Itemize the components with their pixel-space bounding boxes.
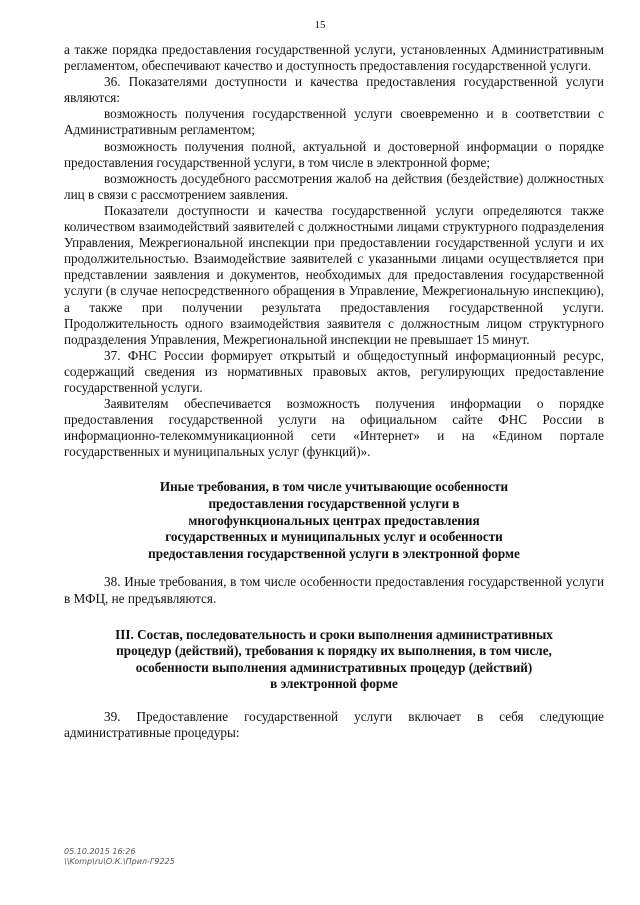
paragraph-37-info: Заявителям обеспечивается возможность получения информации о порядке предоставления государственной услуги на официальном сайте ФНС России в информационно-телекоммуникационной сети «Интернет» и на «Едином портале государственных и муниципальных услуг (функций)». [64,396,604,460]
heading-mfc-line: государственных и муниципальных услуг и особенности [165,529,503,545]
document-body [64,42,604,741]
heading-mfc-requirements [64,479,604,562]
heading-section-3-line: в электронной форме [270,676,398,692]
heading-mfc-line: Иные требования, в том числе учитывающие особенности [159,479,509,495]
heading-section-3-line: III. Состав, последовательность и сроки выполнения административных [115,626,553,642]
paragraph-39: 39. Предоставление государственной услуги включает в себя следующие административные процедуры: [64,708,604,741]
paragraph-36-item-2: возможность получения полной, актуальной и достоверной информации о порядке предоставления государственной услуги, в том числе в электронной форме; [64,138,604,170]
heading-mfc-line: многофункциональных центрах предоставления [188,512,480,528]
heading-section-3 [64,627,604,693]
paragraph-continuation: а также порядка предоставления государственной услуги, установленных Административным регламентом, обеспечивают качество и доступность предоставления государственной услуги. [64,42,604,74]
heading-section-3-line: особенности выполнения административных процедур (действий) [135,659,533,675]
footer-file-path: \\Komp\ru\О.К.\Прил-Г9225 [64,857,175,866]
paragraph-36-item-3: возможность досудебного рассмотрения жалоб на действия (бездействие) должностных лиц в связи с рассмотрением заявления. [64,170,604,202]
heading-mfc-line: предоставления государственной услуги в [208,496,460,512]
paragraph-36-item-1: возможность получения государственной услуги своевременно и в соответствии с Административным регламентом; [64,106,604,138]
paragraph-38: 38. Иные требования, в том числе особенности предоставления государственной услуги в МФЦ, не предъявляются. [64,574,604,606]
paragraph-36: 36. Показателями доступности и качества предоставления государственной услуги являются: [64,74,604,106]
top-paragraphs [64,42,604,460]
footer-timestamp: 05.10.2015 16:26 [64,847,136,856]
paragraph-36-indicators: Показатели доступности и качества государственной услуги определяются также количеством взаимодействий заявителей с должностными лицами структурного подразделения Управления, Межрегиональной инспекции при предоставлении государственной услуги и их продолжительностью. Взаимодействие заявителей с указанными лицами осуществляется при представлении заявления и документов, необходимых для предоставления государственной услуги (в случае непосредственного обращения в Управление, Межрегиональную инспекцию), а также при получении результата предоставления государственной услуги. Продолжительность одного взаимодействия заявителя с должностным лицом структурного подразделения Управления, Межрегиональной инспекции не превышает 15 минут. [64,202,604,347]
document-footer [64,847,175,867]
heading-mfc-line: предоставления государственной услуги в электронной форме [148,545,520,561]
paragraph-37: 37. ФНС России формирует открытый и общедоступный информационный ресурс, содержащий сведения из нормативных правовых актов, регулирующих предоставление государственной услуги. [64,347,604,395]
page-number: 15 [314,19,326,31]
heading-section-3-line: процедур (действий), требования к порядку их выполнения, в том числе, [116,643,552,659]
